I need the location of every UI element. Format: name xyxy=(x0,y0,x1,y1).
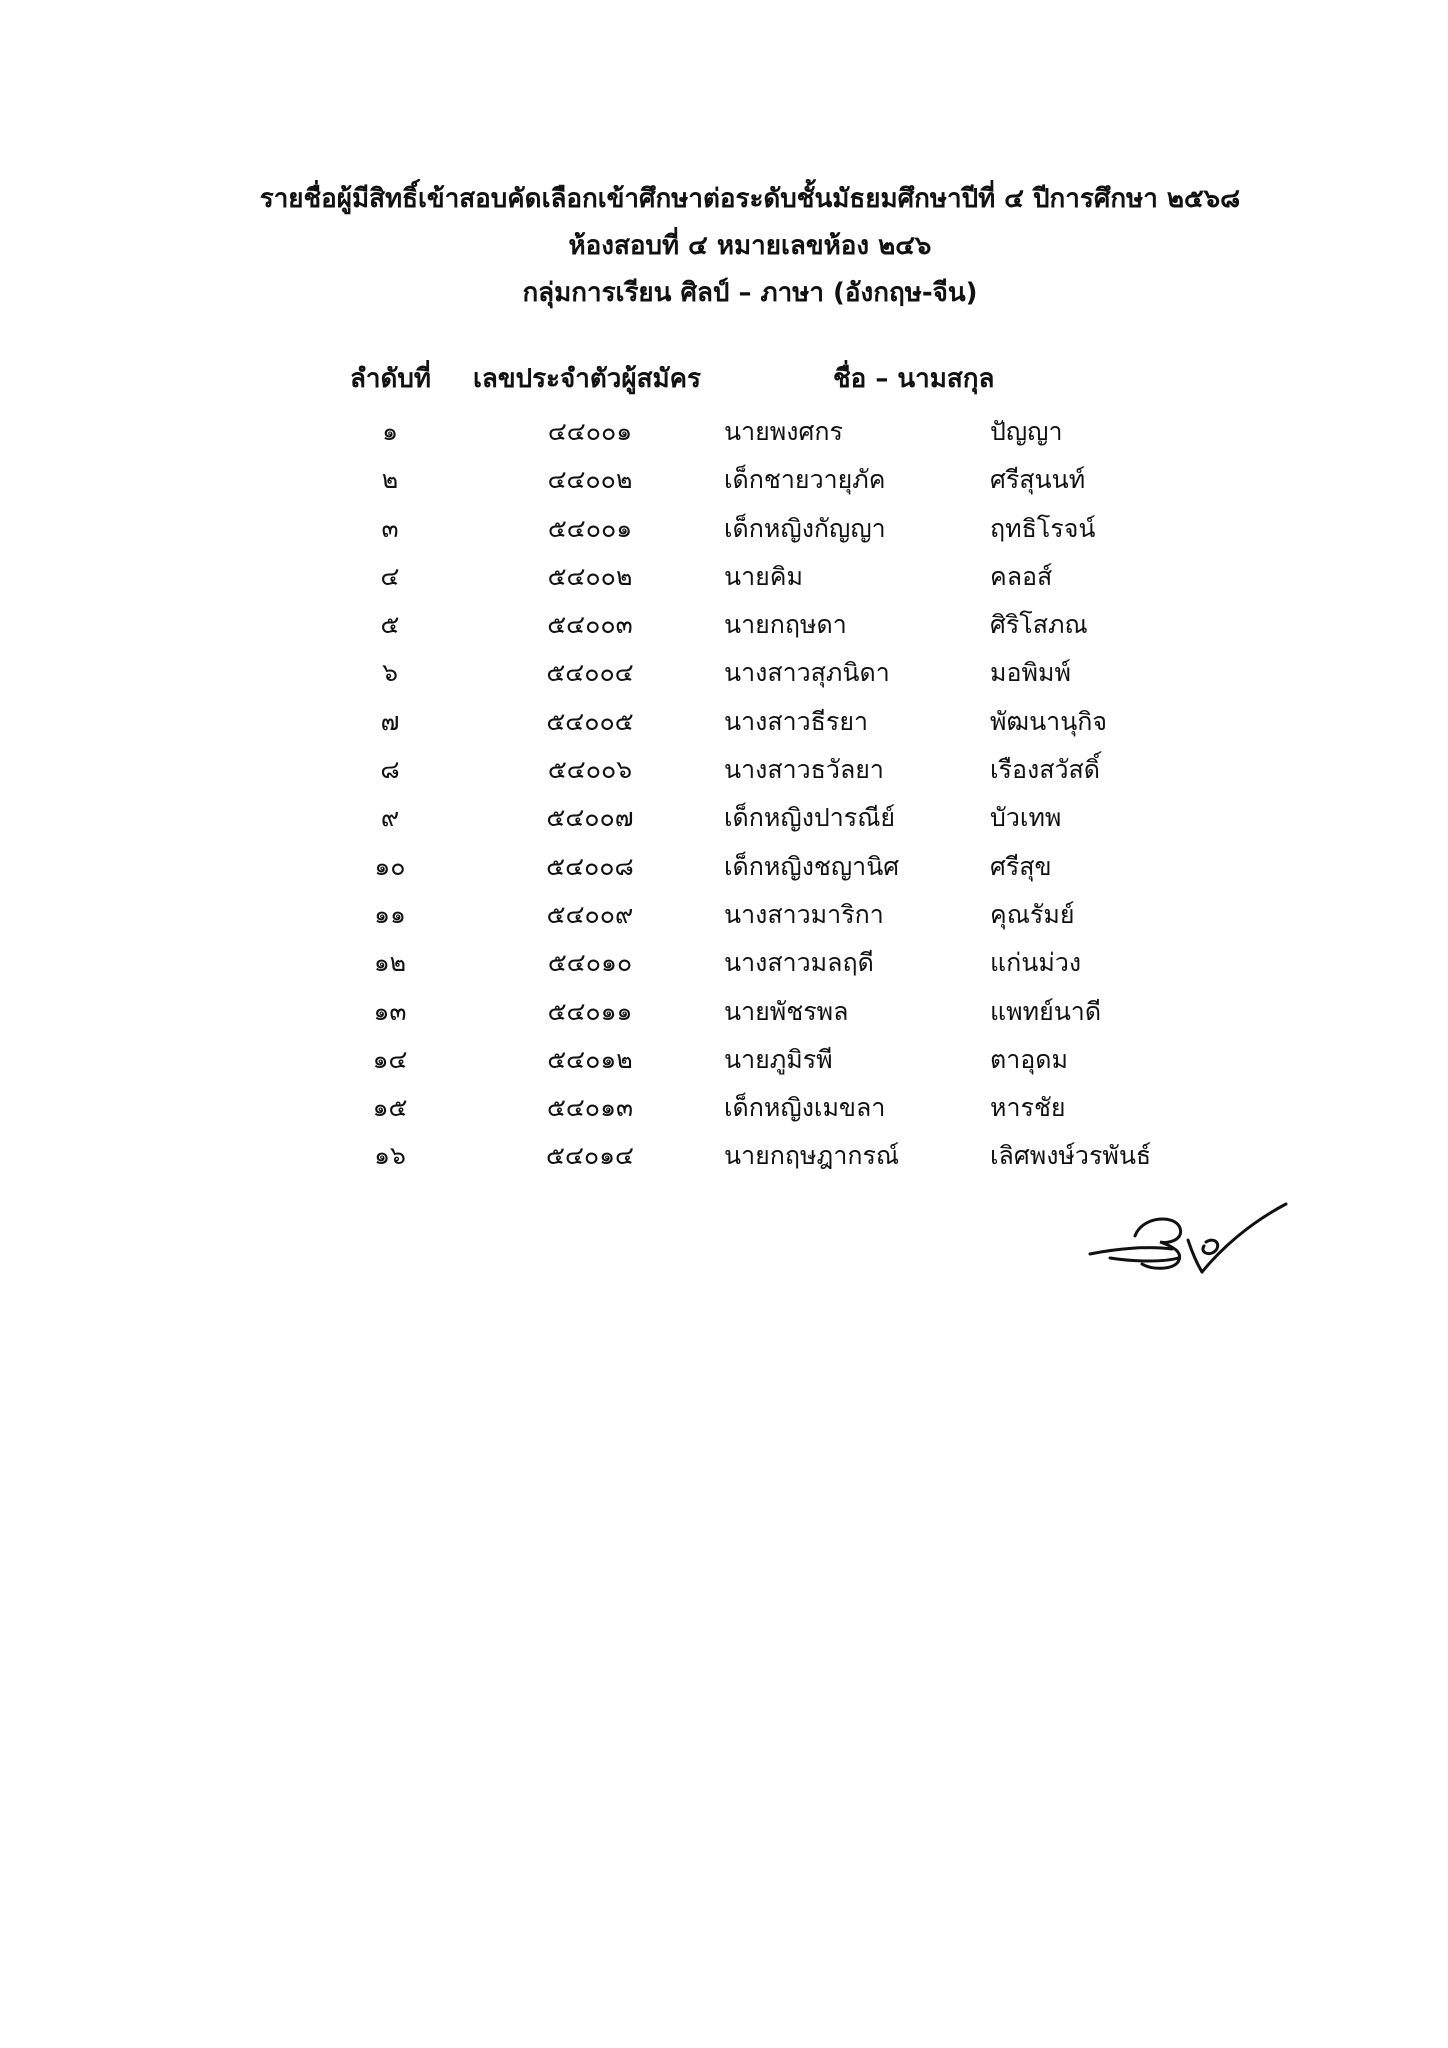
row-applicant-id: ๕๔๐๐๔ xyxy=(546,658,634,688)
table-row xyxy=(0,988,1448,1036)
row-last-name: คลอส์ xyxy=(990,561,1053,591)
row-applicant-id: ๕๔๐๑๑ xyxy=(547,996,633,1026)
row-last-name: ศรีสุนนท์ xyxy=(990,465,1086,495)
row-applicant-id: ๕๔๐๐๓ xyxy=(547,610,633,640)
row-applicant-id: ๕๔๐๑๒ xyxy=(547,1044,633,1074)
row-last-name: ตาอุดม xyxy=(990,1044,1069,1074)
row-last-name: ปัญญา xyxy=(990,417,1063,446)
header-applicant-id: เลขประจำตัวผู้สมัคร xyxy=(473,364,701,394)
row-last-name: เลิศพงษ์วรพันธ์ xyxy=(990,1141,1152,1171)
row-first-name: เด็กหญิงปารณีย์ xyxy=(724,803,896,833)
row-first-name: เด็กหญิงเมขลา xyxy=(724,1093,886,1123)
table-row xyxy=(0,794,1448,842)
row-order: ๑๒ xyxy=(373,948,407,978)
table-header xyxy=(0,358,1448,398)
row-last-name: คุณรัมย์ xyxy=(990,899,1075,929)
row-first-name: นางสาวมาริกา xyxy=(724,899,884,929)
row-first-name: นางสาวธีรยา xyxy=(724,706,869,736)
row-last-name: ฤทธิโรจน์ xyxy=(990,513,1096,543)
table-row xyxy=(0,553,1448,601)
row-order: ๕ xyxy=(380,610,400,640)
row-applicant-id: ๕๔๐๐๘ xyxy=(546,851,634,881)
row-order: ๔ xyxy=(380,561,400,591)
row-applicant-id: ๕๔๐๐๕ xyxy=(546,706,634,736)
row-last-name: บัวเทพ xyxy=(990,803,1062,833)
row-first-name: เด็กหญิงชญานิศ xyxy=(724,851,900,881)
row-order: ๓ xyxy=(381,513,399,543)
table-row xyxy=(0,649,1448,697)
row-applicant-id: ๕๔๐๑๔ xyxy=(546,1141,634,1171)
row-order: ๑๑ xyxy=(374,899,406,929)
row-order: ๑๔ xyxy=(372,1044,408,1074)
table-row xyxy=(0,891,1448,939)
row-order: ๑๖ xyxy=(374,1141,406,1171)
header-order: ลำดับที่ xyxy=(350,364,432,394)
row-order: ๑๐ xyxy=(374,851,406,881)
row-order: ๘ xyxy=(380,755,400,785)
signature-icon xyxy=(1080,1196,1300,1286)
row-first-name: นางสาวสุภนิดา xyxy=(724,658,890,688)
row-last-name: แพทย์นาดี xyxy=(990,996,1102,1026)
row-last-name: มอพิมพ์ xyxy=(990,658,1071,688)
row-last-name: เรืองสวัสดิ์ xyxy=(990,755,1100,785)
table-row xyxy=(0,1084,1448,1132)
title-line-2: ห้องสอบที่ ๔ หมายเลขห้อง ๒๔๖ xyxy=(568,231,932,261)
table-row xyxy=(0,698,1448,746)
table-row xyxy=(0,843,1448,891)
row-order: ๖ xyxy=(382,658,398,688)
row-first-name: นายภูมิรพี xyxy=(724,1044,833,1074)
table-row xyxy=(0,601,1448,649)
table-row xyxy=(0,456,1448,504)
row-order: ๗ xyxy=(380,706,400,736)
row-applicant-id: ๔๔๐๐๑ xyxy=(547,417,633,446)
title-line-3: กลุ่มการเรียน ศิลป์ – ภาษา (อังกฤษ-จีน) xyxy=(522,278,978,308)
document-title xyxy=(0,176,1448,317)
title-line-1: รายชื่อผู้มีสิทธิ์เข้าสอบคัดเลือกเข้าศึกษาต่อระดับชั้นมัธยมศึกษาปีที่ ๔ ปีการศึกษา ๒๕๖๘ xyxy=(259,184,1241,214)
row-last-name: ศรีสุข xyxy=(990,851,1052,881)
table-row xyxy=(0,746,1448,794)
table-row xyxy=(0,939,1448,987)
row-applicant-id: ๕๔๐๐๒ xyxy=(547,561,633,591)
row-first-name: นายกฤษฎากรณ์ xyxy=(724,1141,900,1171)
row-order: ๒ xyxy=(381,465,399,495)
row-first-name: นายพัชรพล xyxy=(724,996,849,1026)
row-first-name: เด็กชายวายุภัค xyxy=(724,465,886,495)
row-applicant-id: ๕๔๐๐๑ xyxy=(547,513,633,543)
row-first-name: นางสาวธวัลยา xyxy=(724,755,884,785)
row-applicant-id: ๕๔๐๐๖ xyxy=(547,755,633,785)
row-first-name: นายคิม xyxy=(724,561,803,591)
row-applicant-id: ๕๔๐๐๙ xyxy=(546,899,634,929)
row-order: ๑ xyxy=(382,417,398,446)
row-applicant-id: ๕๔๐๑๓ xyxy=(546,1093,634,1123)
row-last-name: พัฒนานุกิจ xyxy=(990,706,1108,736)
table-row xyxy=(0,1132,1448,1180)
table-row xyxy=(0,505,1448,553)
row-first-name: เด็กหญิงกัญญา xyxy=(724,513,886,543)
row-order: ๑๓ xyxy=(373,996,407,1026)
row-applicant-id: ๔๔๐๐๒ xyxy=(547,465,633,495)
row-order: ๑๕ xyxy=(372,1093,408,1123)
row-first-name: นายพงศกร xyxy=(724,417,843,446)
row-last-name: แก่นม่วง xyxy=(990,948,1082,978)
applicant-list xyxy=(0,408,1448,1181)
row-last-name: หารชัย xyxy=(990,1093,1066,1123)
table-row xyxy=(0,1036,1448,1084)
row-applicant-id: ๕๔๐๐๗ xyxy=(546,803,634,833)
row-order: ๙ xyxy=(380,803,400,833)
table-row xyxy=(0,408,1448,456)
row-last-name: ศิริโสภณ xyxy=(990,610,1088,640)
row-first-name: นายกฤษดา xyxy=(724,610,847,640)
header-name: ชื่อ – นามสกุล xyxy=(833,364,995,394)
row-first-name: นางสาวมลฤดี xyxy=(724,948,874,978)
row-applicant-id: ๕๔๐๑๐ xyxy=(547,948,633,978)
